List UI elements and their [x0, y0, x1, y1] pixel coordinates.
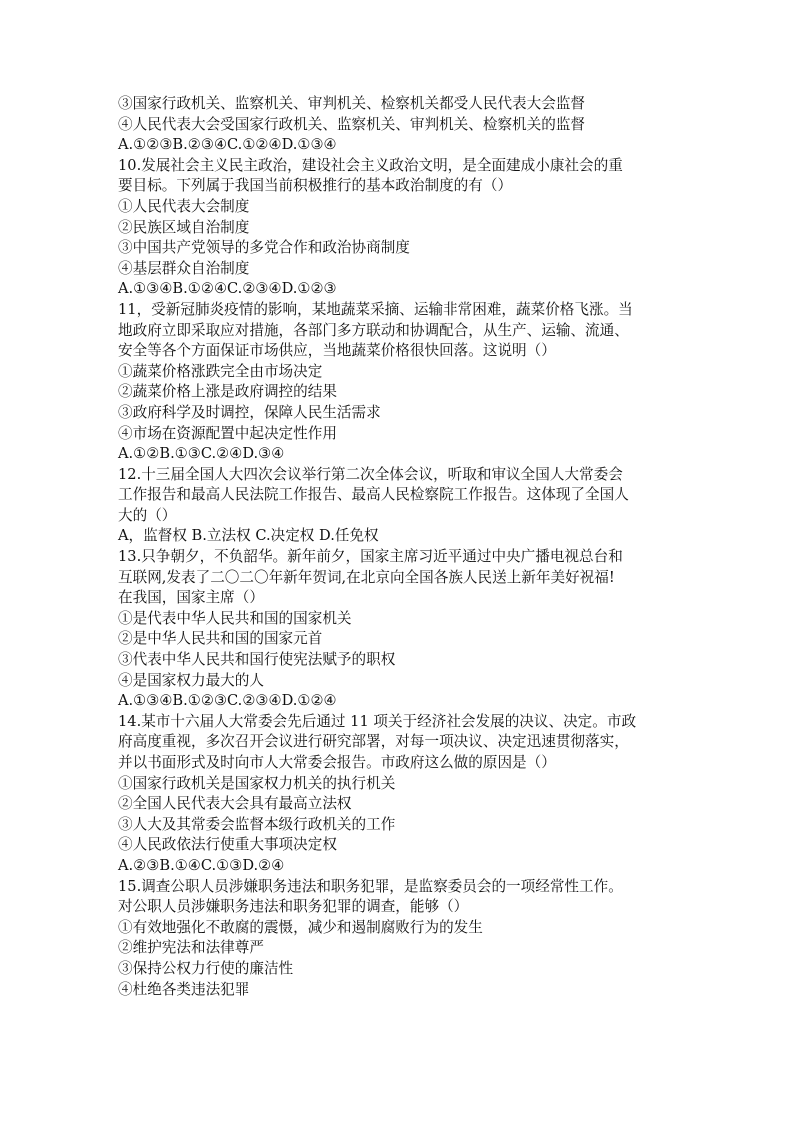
text-line: ②蔬菜价格上涨是政府调控的结果 — [118, 383, 337, 401]
answer-options: A.②③B.①④C.①③D.②④ — [118, 856, 285, 874]
text-line: ①人民代表大会制度 — [118, 197, 250, 215]
text-line: ④人民代表大会受国家行政机关、监察机关、审判机关、检察机关的监督 — [118, 115, 586, 133]
text-line: 大的（） — [118, 506, 177, 524]
question-13: 13.只争朝夕，不负韶华。新年前夕，国家主席习近平通过中央广播电视总台和 — [118, 548, 623, 566]
text-line: ③国家行政机关、监察机关、审判机关、检察机关都受人民代表大会监督 — [118, 95, 586, 112]
text-line: ④是国家权力最大的人 — [118, 671, 264, 689]
answer-options: A.①②③B.②③④C.①②④D.①③④ — [118, 136, 337, 154]
question-12: 12.十三届全国人大四次会议举行第二次全体会议，听取和审议全国人大常委会 — [118, 465, 623, 483]
text-line: ②民族区域自治制度 — [118, 218, 250, 236]
text-line: ①国家行政机关是国家权力机关的执行机关 — [118, 774, 396, 792]
question-15: 15.调查公职人员涉嫌职务违法和职务犯罪，是监察委员会的一项经常性工作。 — [118, 877, 623, 895]
text-line: ②是中华人民共和国的国家元首 — [118, 630, 323, 648]
text-line: ④基层群众自治制度 — [118, 259, 250, 277]
text-line: 地政府立即采取应对措施，各部门多方联动和协调配合，从生产、运输、流通、 — [118, 321, 629, 339]
text-line: 要目标。下列属于我国当前积极推行的基本政治制度的有（） — [118, 177, 513, 195]
text-line: ③代表中华人民共和国行使宪法赋予的职权 — [118, 651, 396, 669]
text-line: 工作报告和最高人民法院工作报告、最高人民检察院工作报告。这体现了全国人 — [118, 486, 629, 504]
text-line: ①有效地强化不敢腐的震慑，减少和遏制腐败行为的发生 — [118, 918, 483, 936]
text-line: 并以书面形式及时向市人大常委会报告。市政府这么做的原因是（） — [118, 754, 556, 771]
text-line: 在我国，国家主席（） — [118, 589, 264, 607]
text-line: ④人民政依法行使重大事项决定权 — [118, 836, 337, 854]
text-line: ③保持公权力行使的廉洁性 — [118, 959, 294, 977]
answer-options: A.①②B.①③C.②④D.③④ — [118, 445, 285, 463]
text-line: ②全国人民代表大会具有最高立法权 — [118, 795, 352, 813]
text-line: ②维护宪法和法律尊严 — [118, 939, 264, 957]
answer-options: A，监督权 B.立法权 C.决定权 D.任免权 — [118, 527, 379, 545]
text-line: ③中国共产党领导的多党合作和政治协商制度 — [118, 239, 410, 257]
text-line: ①是代表中华人民共和国的国家机关 — [118, 609, 352, 627]
text-line: 安全等各个方面保证市场供应，当地蔬菜价格很快回落。这说明（） — [118, 342, 556, 360]
question-10: 10.发展社会主义民主政治，建设社会主义政治文明，是全面建成小康社会的重 — [118, 156, 623, 174]
text-line: 互联网,发表了二〇二〇年新年贺词,在北京向全国各族人民送上新年美好祝福! — [118, 568, 615, 586]
text-line: ③政府科学及时调控，保障人民生活需求 — [118, 403, 381, 421]
answer-options: A.①③④B.①②③C.②③④D.①②④ — [118, 692, 337, 710]
text-line: 府高度重视，多次召开会议进行研究部署，对每一项决议、决定迅速贯彻落实， — [118, 733, 629, 751]
text-line: ④市场在资源配置中起决定性作用 — [118, 424, 337, 442]
text-line: ③人大及其常委会监督本级行政机关的工作 — [118, 815, 396, 833]
text-line: ①蔬菜价格涨跌完全由市场决定 — [118, 362, 323, 380]
document-page — [118, 94, 693, 1000]
text-line: ④杜绝各类违法犯罪 — [118, 980, 250, 998]
text-line: 对公职人员涉嫌职务违法和职务犯罪的调查，能够（） — [118, 898, 469, 916]
question-11: 11，受新冠肺炎疫情的影响，某地蔬菜采摘、运输非常困难，蔬菜价格飞涨。当 — [118, 300, 633, 318]
question-14: 14.某市十六届人大常委会先后通过 11 项关于经济社会发展的决议、决定。市政 — [118, 712, 637, 730]
answer-options: A.①③④B.①②④C.②③④D.①②③ — [118, 280, 337, 298]
